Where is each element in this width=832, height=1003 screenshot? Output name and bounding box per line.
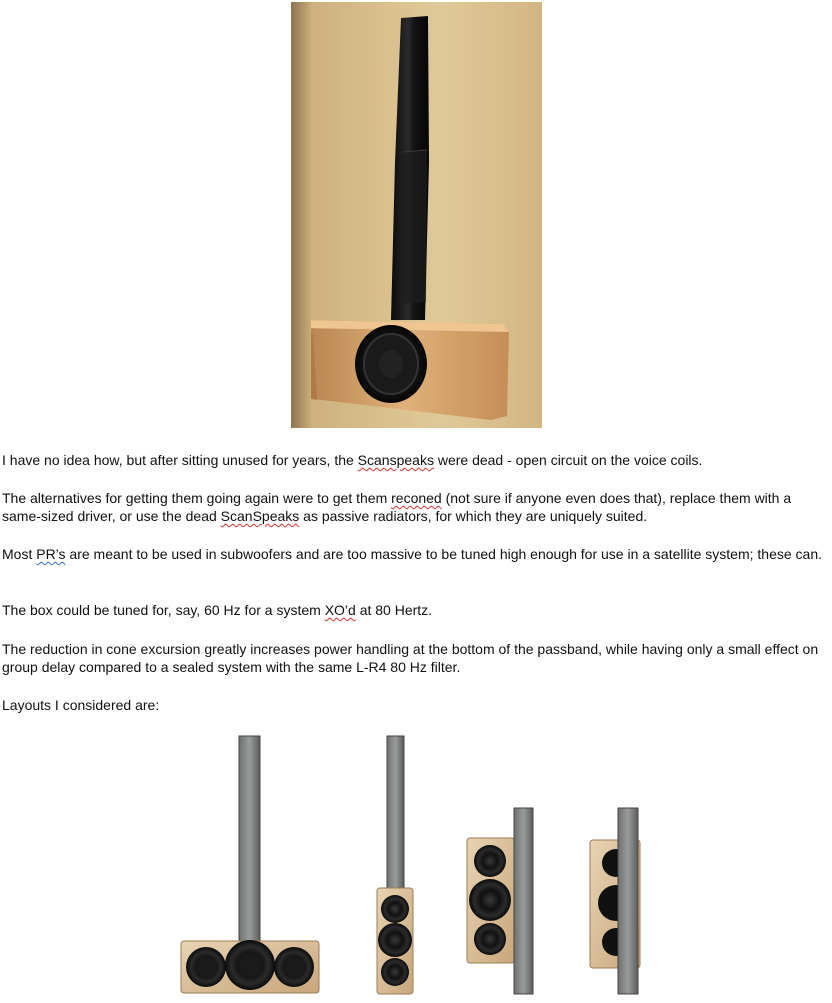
flagged-word: XO’d	[324, 602, 356, 618]
flagged-word: reconed	[391, 490, 442, 506]
paragraph-6	[2, 696, 826, 714]
text-run: were dead - open circuit on the voice coils.	[433, 452, 703, 468]
paragraph-4	[2, 601, 826, 619]
paragraph-1	[2, 451, 826, 469]
text-run: are meant to be used in subwoofers and are too massive to be tuned high enough for use in a satellite system; these can.	[65, 546, 823, 562]
layout-renders-drawing	[170, 728, 670, 998]
layout-4-render	[590, 808, 640, 994]
text-run: (not sure if anyone even does that), replace them with a same-sized driver, or use the dead	[2, 490, 792, 524]
text-run: The alternatives for getting them going again were to get them	[2, 490, 392, 506]
text-run: Most	[2, 546, 37, 562]
paragraph-3	[2, 545, 826, 563]
text-run: The reduction in cone excursion greatly increases power handling at the bottom of the passband, while having only a small effect on group delay compared to a sealed system with the same L-R4 80 Hz filter.	[2, 641, 819, 675]
text-run: as passive radiators, for which they are uniquely suited.	[299, 508, 648, 524]
text-run: The box could be tuned for, say, 60 Hz for a system	[2, 602, 325, 618]
flagged-word: ScanSpeaks	[220, 508, 300, 524]
flagged-word: Scanspeaks	[357, 452, 434, 468]
photo-wall-shadow	[291, 2, 311, 428]
layout-3-render	[467, 808, 533, 994]
flagged-word: PR’s	[36, 546, 66, 562]
text-run: at 80 Hertz.	[355, 602, 433, 618]
layout-2-render	[377, 736, 413, 994]
text-run: I have no idea how, but after sitting unused for years, the	[2, 452, 358, 468]
text-run: Layouts I considered are:	[2, 697, 160, 713]
speaker-photo	[291, 2, 542, 428]
paragraph-2	[2, 489, 826, 525]
layout-renders	[170, 728, 670, 998]
paragraph-5	[2, 640, 826, 676]
speaker-photo-drawing	[291, 2, 542, 428]
layout-1-render	[181, 736, 319, 993]
